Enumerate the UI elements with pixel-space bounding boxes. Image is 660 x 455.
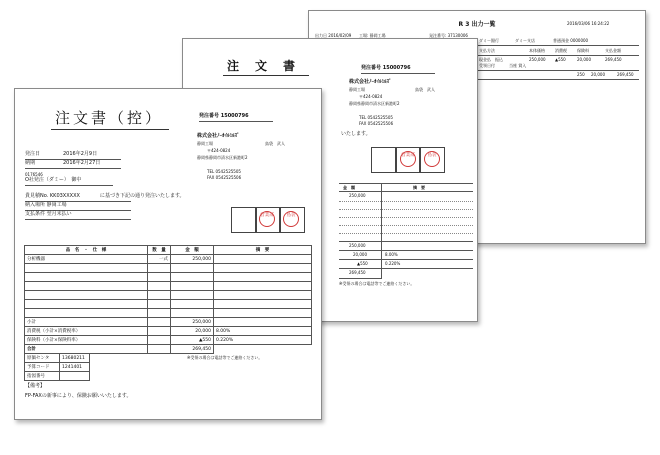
total-label: 合計 — [25, 345, 148, 354]
item-amount: 250,000 — [171, 255, 214, 264]
code-value: 1241401 — [60, 363, 90, 372]
delivery-date: 2016年2月27日 — [63, 160, 101, 166]
list-total: 269,450 — [617, 72, 634, 77]
mid-note: ※受領の場合は電話等でご連絡ください。 — [339, 281, 415, 286]
list-meta-2: 発注番号: 37130006 — [429, 33, 468, 38]
col-item: 品 名 ・ 仕 様 — [25, 246, 148, 255]
mid-company: 株式会社ﾉｰｵｲﾙﾐﾙｽﾞ — [349, 79, 392, 85]
mid-amount: 269,450 — [349, 270, 366, 275]
remarks-label: 【備考】 — [25, 383, 46, 389]
list-cell: 現金払 — [479, 57, 491, 62]
mid-phrase: いたします。 — [341, 131, 371, 137]
order-copy-sheet — [14, 88, 322, 420]
seal-stamp: 島袋 — [424, 151, 440, 167]
list-cell: 20,000 — [577, 57, 591, 62]
supplier-name: O社発注（ダミー） 御中 — [25, 177, 82, 183]
list-title: R 3 出力一覧 — [458, 21, 496, 28]
list-cell: ▲550 — [555, 57, 566, 62]
list-cell: 250,000 — [529, 57, 546, 62]
seal-stamp: 営業部 — [259, 211, 275, 227]
list-header-4: 支払金額 — [605, 48, 621, 53]
item-qty: 一式 — [148, 255, 171, 264]
mid-col-amount: 金 額 — [343, 185, 355, 190]
delivery-label: 納期 — [25, 160, 36, 166]
list-cell: 当座 貸入 — [509, 63, 527, 68]
list-header-3: 保険料 — [577, 48, 589, 53]
insurance-row — [25, 336, 312, 345]
list-timestamp: 2016/03/06 16:24:22 — [567, 21, 610, 26]
list-total: 250 — [577, 72, 585, 77]
delivery-place: 納入場所 静岡工場 — [25, 202, 67, 208]
mid-tel: TEL 0542525505 — [359, 115, 393, 120]
list-meta-5: 普通預金 0000000 — [553, 38, 589, 43]
list-cell: 269,450 — [605, 57, 622, 62]
mid-amount: 20,000 — [353, 252, 367, 257]
quote-line: 貴見積No. KK03XXXXX に基づき下記の通り発注いたします。 — [25, 193, 185, 199]
list-header-2: 消費税 — [555, 48, 567, 53]
mid-title: 注 文 書 — [227, 59, 298, 73]
tax-label: 消費税（小計×消費税率） — [25, 327, 148, 336]
supplier-code: 0176546 — [25, 172, 43, 177]
code-value: 13680211 — [60, 354, 90, 363]
item-name: 分析機器 — [25, 255, 148, 264]
mid-fax: FAX 0542525506 — [359, 121, 394, 126]
code-label: 原価センタ — [25, 354, 60, 363]
front-tel: TEL 0542525505 — [207, 169, 241, 174]
mid-pct: 0.220% — [385, 261, 401, 266]
order-date-label: 発注日 — [25, 151, 41, 157]
items-table — [24, 245, 312, 354]
front-order-no: 発注番号 15000796 — [199, 113, 249, 119]
insurance-amount: ▲550 — [171, 336, 214, 345]
mid-address: 静岡県静岡市清水区新港町2 — [349, 101, 400, 106]
list-cell: 受領日付 — [479, 63, 495, 68]
remarks-text: FP-FAXの新事により、保険お願いいたします。 — [25, 393, 132, 399]
front-company: 株式会社ﾉｰｵｲﾙﾐﾙｽﾞ — [197, 133, 240, 139]
tax-pct: 8.00% — [214, 327, 312, 336]
list-meta-0: 出力日 2016/02/09 — [315, 33, 352, 38]
mid-amount: 250,000 — [349, 243, 366, 248]
list-total: 20,000 — [591, 72, 605, 77]
front-address: 静岡県静岡市清水区新港町2 — [197, 155, 248, 160]
front-person: 鳥袋 武人 — [265, 141, 285, 146]
code-label: 予算コード — [25, 363, 60, 372]
payment-terms: 支払条件 翌月末払い — [25, 211, 72, 217]
col-amount: 金 額 — [171, 246, 214, 255]
seal-stamp: 島袋 — [283, 211, 299, 227]
codes-table — [24, 353, 90, 381]
list-header-0: 支払方法 — [479, 48, 495, 53]
mid-pct: 8.00% — [385, 252, 398, 257]
seal-stamp: 営業部 — [400, 151, 416, 167]
mid-factory: 静岡工場 — [349, 87, 365, 92]
mid-person: 鳥袋 武人 — [415, 87, 435, 92]
front-zip: 〒424-0824 — [207, 148, 231, 153]
subtotal-label: 小計 — [25, 318, 148, 327]
insurance-label: 保険料（小計×保険料率） — [25, 336, 148, 345]
front-factory: 静岡工場 — [197, 141, 213, 146]
subtotal-row — [25, 318, 312, 327]
order-date: 2016年2月9日 — [63, 151, 98, 157]
list-meta-4: ダミー支店 — [515, 38, 535, 43]
tax-row — [25, 327, 312, 336]
mid-zip: 〒424-0824 — [359, 94, 383, 99]
list-header-1: 本体価格 — [529, 48, 545, 53]
subtotal-amount: 250,000 — [171, 318, 214, 327]
mid-amount: 250,000 — [349, 193, 366, 198]
list-cell: 振込 — [495, 57, 503, 62]
mid-order-no: 発注番号 15000796 — [361, 65, 411, 71]
table-row — [25, 255, 312, 264]
col-qty: 数 量 — [148, 246, 171, 255]
tax-amount: 20,000 — [171, 327, 214, 336]
col-note: 摘 要 — [214, 246, 312, 255]
mid-amount: ▲550 — [357, 261, 368, 266]
mid-col-note: 摘 要 — [413, 185, 425, 190]
contact-note: ※受領の場合は電話等でご連絡ください。 — [187, 355, 263, 360]
total-amount: 269,450 — [171, 345, 214, 354]
front-fax: FAX 0542525506 — [207, 175, 242, 180]
list-meta-3: ダミー銀行 — [479, 38, 499, 43]
code-label: 指図番号 — [25, 372, 60, 381]
insurance-pct: 0.220% — [214, 336, 312, 345]
code-value — [60, 372, 90, 381]
front-title: 注文書（控） — [55, 109, 164, 127]
list-meta-1: 工場: 静岡工場 — [359, 33, 386, 38]
